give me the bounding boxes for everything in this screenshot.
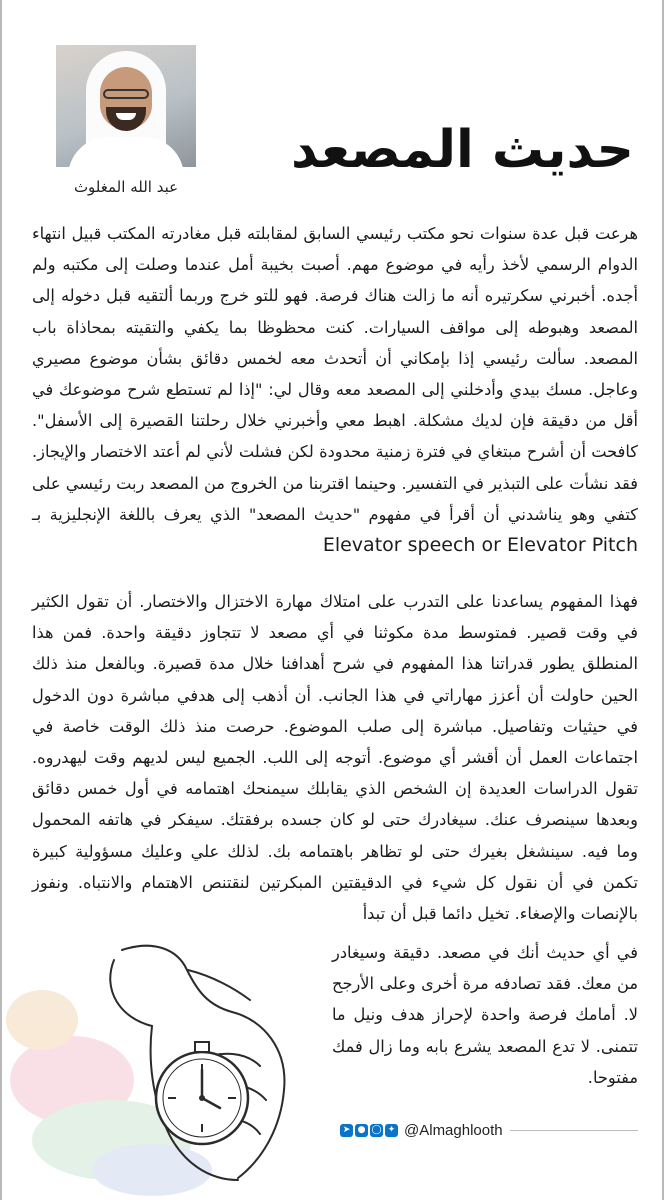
hand-stopwatch-illustration <box>2 930 332 1200</box>
social-media-bar <box>340 1118 508 1142</box>
article-title: حديث المصعد <box>290 120 634 180</box>
article-paragraph-3: في أي حديث أنك في مصعد. دقيقة وسيغادر من معك. فقد تصادفه مرة أخرى وعلى الأرجح لا. أمامك فرصة واحدة لإحراز هدف ونيل ما تتمنى. لا تدع المصعد يشرع بابه وما زال فمك مفتوحا. <box>332 943 638 1087</box>
article-paragraph-2: فهذا المفهوم يساعدنا على التدرب على امتلاك مهارة الاختزال والاختصار. أن تقول الكثير في وقت قصير. فمتوسط مدة مكوثنا في أي مصعد لا تتجاوز دقيقة واحدة. فمن هذا المنطلق يطور قدراتنا هذا المفهوم في شرح أهدافنا خلال مدة قصيرة. وبالفعل منذ ذلك الحين حاولت أن أعزز مهاراتي في هذا الجانب. أن أذهب إلى هدفي مباشرة دون الدخول في حيثيات وتفاصيل. مباشرة إلى صلب الموضوع. حرصت منذ ذلك الوقت خاصة في اجتماعات العمل أن أقشر أي موضوع. أتوجه إلى اللب. الجميع ليس لديهم وقت ليهدروه. تقول الدراسات العديدة إن الشخص الذي يقابلك سيمنحك اهتمامه في أول خمس دقائق وبعدها سينصرف عنك. سيغادرك حتى لو كان جسده برفقتك. سيفكر في هاتفه المحمول وما فيه. سينشغل بغيرك حتى لو تظاهر باهتمامه بك. لذلك علي وعليك مسؤولية كبيرة تكمن في أن نقول كل شيء في الدقيقتين المبكرتين لنقتنص الاهتمام والانتباه. ونفوز بالإنصات والإصغاء. تخيل دائما قبل أن تبدأ <box>32 592 638 924</box>
author-name: عبد الله المغلوث <box>73 178 179 196</box>
english-term: Elevator speech or Elevator Pitch <box>322 534 638 557</box>
snapchat-icon: ● <box>355 1124 368 1137</box>
social-handle[interactable]: @Almaghlooth <box>404 1121 503 1139</box>
telegram-icon: ➤ <box>340 1124 353 1137</box>
paragraph-1-text: هرعت قبل عدة سنوات نحو مكتب رئيسي السابق لمقابلته قبل مغادرته المكتب قبيل انتهاء الدوام الرسمي لأخذ رأيه في موضوع مهم. أصبت بخيبة أمل عندما وصلت إلى مكتبه ولم أجده. أخبرني سكرتيره أنه ما زالت هناك فرصة. فهو للتو خرج وربما ألتقيه قبل دخوله إلى المصعد وهبوطه إلى مواقف السيارات. كنت محظوظا بما يكفي والتقيته بمحاذاة باب المصعد. سألت رئيسي إذا بإمكاني أن أتحدث معه لخمس دقائق بشأن موضوع مصيري وعاجل. مسك بيدي وأدخلني إلى المصعد معه وقال لي: "إذا لم تستطع شرح موضوعك في أقل من دقيقة فإن لديك مشكلة. اهبط معي وأخبرني خلال رحلتنا القصيرة إلى الأسفل". كافحت أن أشرح مبتغاي في فترة زمنية محدودة لكن فشلت لأني لم أعتد الاختصار والإيجاز. فقد نشأت على التبذير في التفسير. وحينما اقتربنا من الخروج من المصعد ربت رئيسي على كتفي وهو يناشدني أن أقرأ في مفهوم "حديث المصعد" الذي يعرف باللغة الإنجليزية بـ <box>32 224 638 524</box>
author-photo <box>56 45 196 167</box>
twitter-icon: ✦ <box>385 1124 398 1137</box>
article-paragraph-1 <box>32 218 638 561</box>
author-photo-glasses <box>103 89 149 99</box>
stopwatch-sketch <box>156 1042 248 1144</box>
instagram-icon: ◯ <box>371 1124 382 1135</box>
footer-divider <box>510 1130 638 1131</box>
